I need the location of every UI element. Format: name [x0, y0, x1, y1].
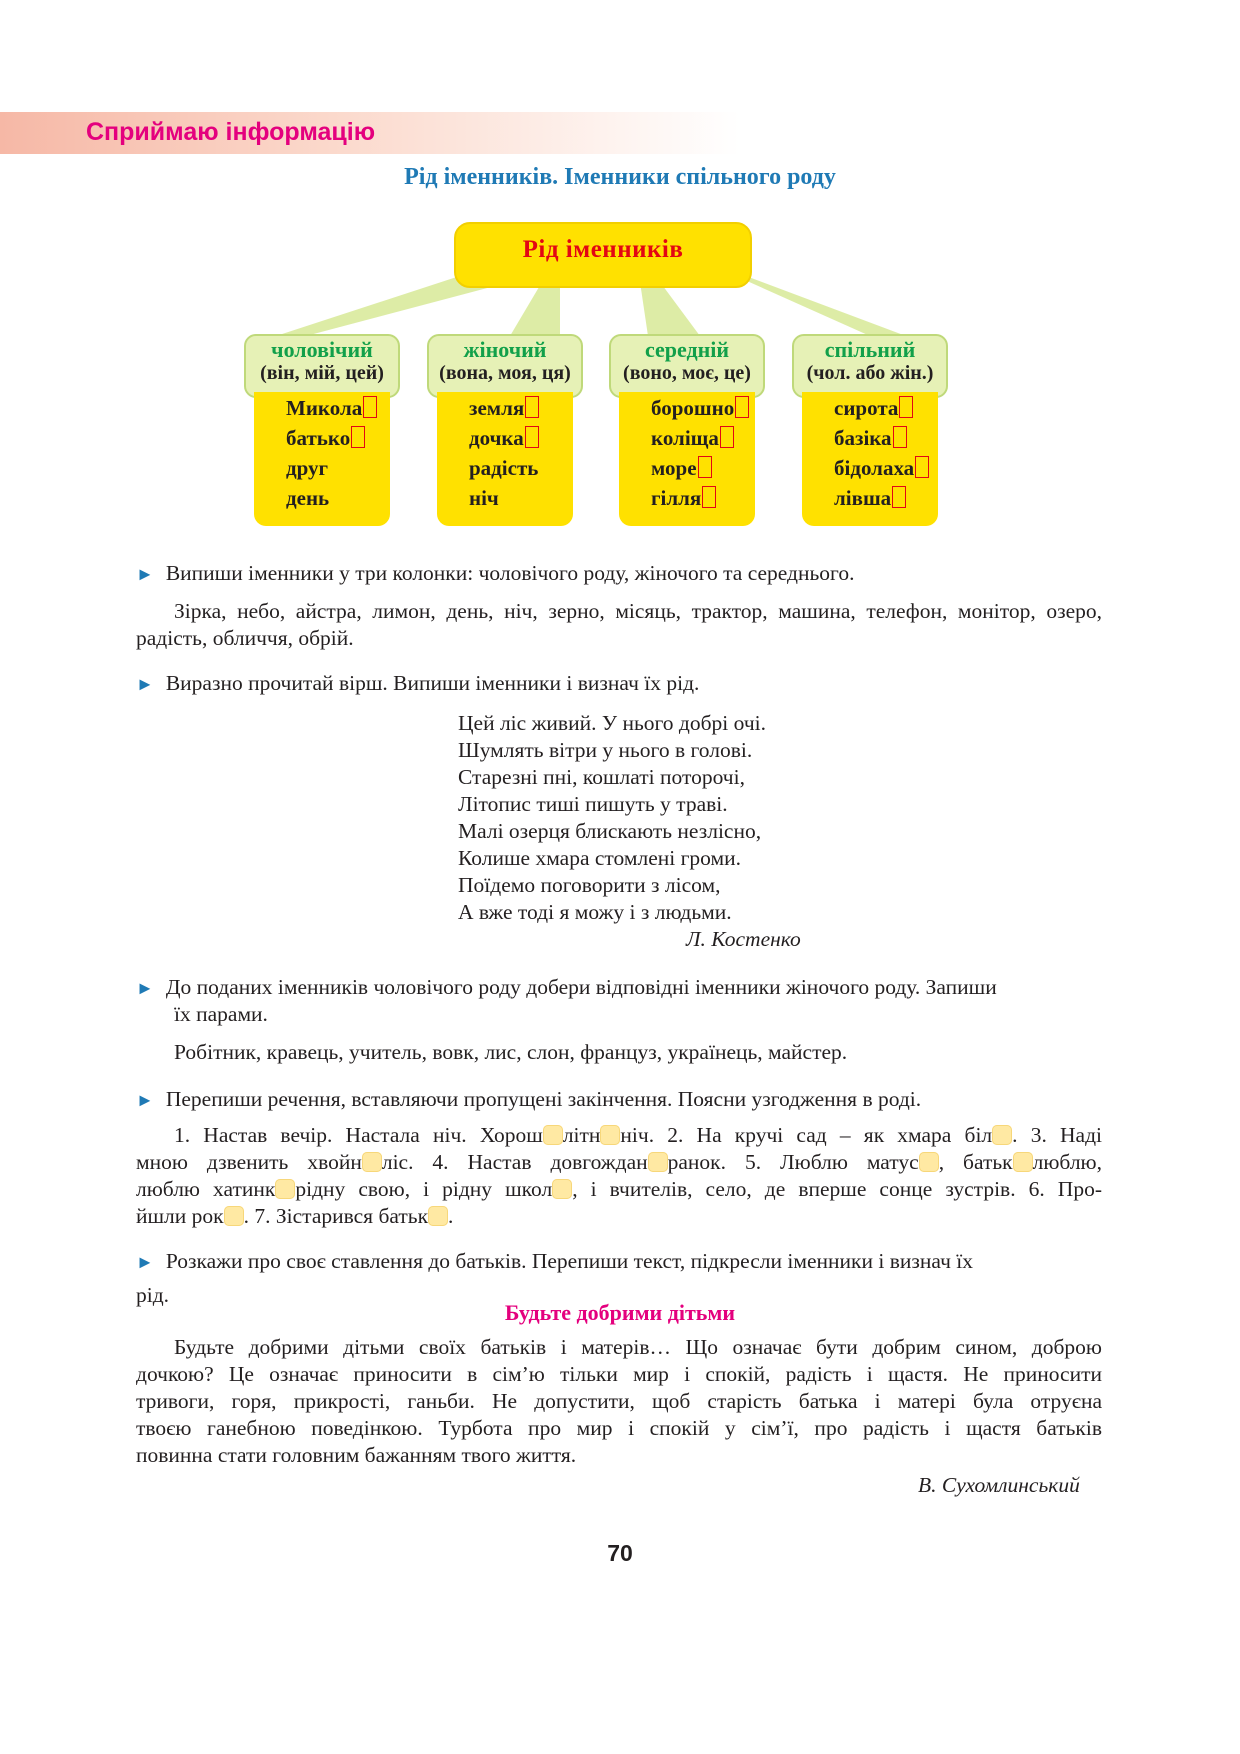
- task3-instruction-cont: їх парами.: [174, 1002, 268, 1026]
- section-title: Сприймаю інформацію: [86, 118, 376, 146]
- story-author: В. Сухомлинський: [918, 1473, 1080, 1497]
- blank-gap: [992, 1125, 1012, 1145]
- blank-gap: [362, 1152, 382, 1172]
- category-hint: (воно, моє, це): [623, 362, 751, 384]
- story-line: Будьте добрими дітьми своїх батьків і матерів… Що означає бути добрим сином, доброю: [174, 1335, 1102, 1359]
- task3-instruction: ► До поданих іменників чоловічого роду добери відповідні іменники жіночого роду. Запиши: [136, 975, 997, 999]
- poem-author: Л. Костенко: [686, 927, 801, 951]
- blank-gap: [648, 1152, 668, 1172]
- arrow-icon: ►: [136, 1252, 154, 1272]
- category-name: жіночий: [463, 337, 547, 362]
- example-word: сирота: [834, 396, 913, 421]
- blank-gap: [543, 1125, 563, 1145]
- arrow-icon: ►: [136, 674, 154, 694]
- arrow-icon: ►: [136, 978, 154, 998]
- ending-marker: [915, 456, 929, 478]
- story-line: повинна стати головним бажанням твого життя.: [136, 1443, 577, 1467]
- page-number: 70: [607, 1540, 633, 1566]
- lesson-title: Рід іменників. Іменники спільного роду: [404, 164, 836, 190]
- blank-gap: [919, 1152, 939, 1172]
- category-hint: (вона, моя, ця): [439, 362, 571, 384]
- example-word: дочка: [469, 426, 539, 451]
- poem-line: Шумлять вітри у нього в голові.: [458, 738, 753, 762]
- category-hint: (він, мій, цей): [260, 362, 384, 384]
- example-word: земля: [469, 396, 539, 421]
- example-word: Микола: [286, 396, 377, 421]
- ending-marker: [720, 426, 734, 448]
- poem-line: Цей ліс живий. У нього добрі очі.: [458, 711, 766, 735]
- blank-gap: [275, 1179, 295, 1199]
- ending-marker: [735, 396, 749, 418]
- ending-marker: [899, 396, 913, 418]
- task5-instruction: ► Розкажи про своє ставлення до батьків. Перепиши текст, підкресли іменники і визнач їх: [136, 1249, 973, 1273]
- example-word: гілля: [651, 486, 716, 511]
- story-title: Будьте добрими дітьми: [504, 1300, 736, 1325]
- poem: [458, 710, 766, 926]
- ending-marker: [351, 426, 365, 448]
- arrow-icon: ►: [136, 1090, 154, 1110]
- exercise-line: мною дзвенить хвойн ліс. 4. Настав довгождан ранок. 5. Люблю матус , батьк люблю,: [136, 1150, 1102, 1174]
- blank-gap: [428, 1206, 448, 1226]
- category-name: середній: [644, 337, 730, 362]
- example-word: ніч: [469, 486, 499, 510]
- task5-instruction-cont: рід.: [136, 1283, 170, 1307]
- blank-gap: [552, 1179, 572, 1199]
- blank-gap: [600, 1125, 620, 1145]
- exercise-line: люблю хатинк рідну свою, і рідну школ , і вчителів, село, де вперше сонце зустрів. 6. Про-: [136, 1177, 1102, 1201]
- ending-marker: [363, 396, 377, 418]
- ending-marker: [525, 396, 539, 418]
- example-word: друг: [286, 456, 329, 480]
- category-name: чоловічий: [271, 337, 373, 362]
- story-line: дочкою? Це означає приносити в сім’ю тільки мир і спокій, радість і щастя. Не приносити: [136, 1362, 1102, 1386]
- task4-instruction: ► Перепиши речення, вставляючи пропущені закінчення. Поясни узгодження в роді.: [136, 1087, 922, 1111]
- ending-marker: [893, 426, 907, 448]
- ending-marker: [702, 486, 716, 508]
- example-word: бідолаха: [834, 456, 929, 481]
- example-word: борошно: [651, 396, 749, 421]
- example-word: коліща: [651, 426, 734, 451]
- exercise-line: йшли рок . 7. Зістарився батьк .: [136, 1204, 454, 1228]
- task1-instruction: ► Випиши іменники у три колонки: чоловічого роду, жіночого та середнього.: [136, 561, 855, 585]
- exercise-line: 1. Настав вечір. Настала ніч. Хорош літн ніч. 2. На кручі сад – як хмара біл . 3. Наді: [174, 1123, 1102, 1147]
- task1-words: Зірка, небо, айстра, лимон, день, ніч, зерно, місяць, трактор, машина, телефон, монітор, озеро, радість, обличчя, обрій.: [136, 599, 1102, 650]
- category-name: спільний: [824, 337, 916, 362]
- poem-line: Малі озерця блискають незлісно,: [458, 819, 762, 843]
- poem-line: Поїдемо поговорити з лісом,: [458, 873, 721, 897]
- example-word: базіка: [834, 426, 907, 451]
- arrow-icon: ►: [136, 564, 154, 584]
- story-line: твоєю ганебною поведінкою. Турбота про мир і спокій у сім’ї, про радість і щастя батьків: [136, 1416, 1102, 1440]
- story-line: тривоги, горя, прикрості, ганьби. Не допустити, щоб старість батька і матері була отруєна: [136, 1389, 1102, 1413]
- example-word: радість: [469, 456, 539, 480]
- poem-line: Колише хмара стомлені громи.: [458, 846, 741, 870]
- ending-marker: [892, 486, 906, 508]
- example-word: день: [286, 486, 330, 510]
- poem-line: Старезні пні, кошлаті поторочі,: [458, 765, 745, 789]
- ending-marker: [525, 426, 539, 448]
- diagram-root-label: Рід іменників: [522, 236, 684, 263]
- task3-words: Робітник, кравець, учитель, вовк, лис, слон, француз, українець, майстер.: [174, 1040, 848, 1064]
- blank-gap: [1013, 1152, 1033, 1172]
- example-word: море: [651, 456, 712, 481]
- task2-instruction: ► Виразно прочитай вірш. Випиши іменники і визнач їх рід.: [136, 671, 700, 695]
- category-hint: (чол. або жін.): [806, 362, 934, 384]
- blank-gap: [224, 1206, 244, 1226]
- example-word: лівша: [834, 486, 906, 511]
- poem-line: А вже тоді я можу і з людьми.: [458, 900, 732, 924]
- example-word: батько: [286, 426, 365, 451]
- poem-line: Літопис тиші пишуть у траві.: [458, 792, 728, 816]
- ending-marker: [698, 456, 712, 478]
